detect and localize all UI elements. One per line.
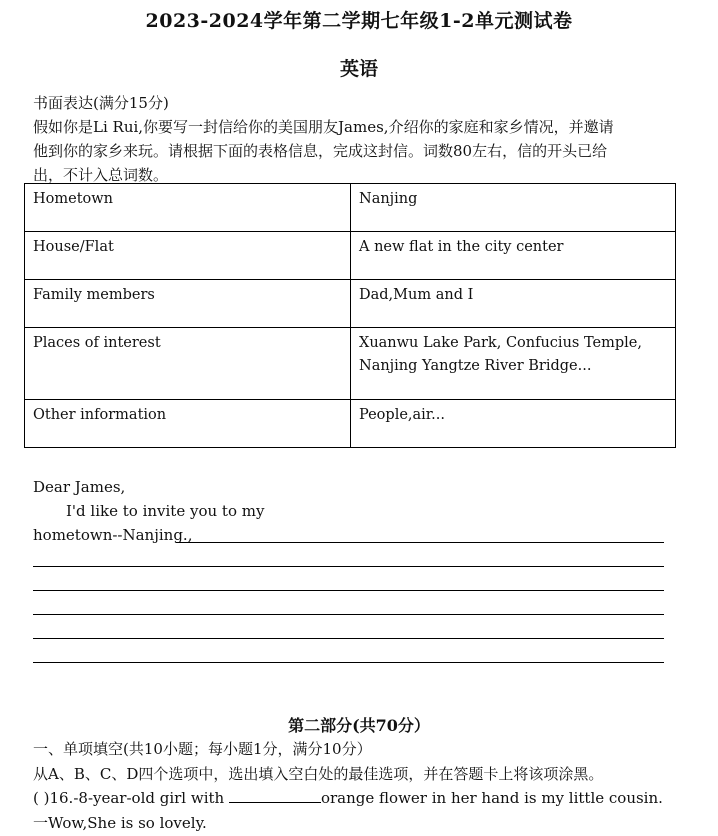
section-title: 一、单项填空(共10小题；每小题1分，满分10分）	[33, 740, 372, 758]
answer-line[interactable]	[33, 638, 664, 639]
letter-greeting: Dear James,	[33, 478, 126, 496]
writing-instruction	[33, 115, 683, 187]
answer-line[interactable]	[33, 566, 664, 567]
section-instruction: 从A、B、C、D四个选项中，选出填入空白处的最佳选项，并在答题卡上将该项涂黑。	[33, 765, 604, 783]
instruction-line: 出，不计入总词数。	[33, 166, 169, 184]
table-row	[25, 280, 676, 328]
table-label: Hometown	[25, 184, 351, 232]
table-value	[351, 328, 676, 400]
answer-line[interactable]	[176, 542, 664, 543]
table-row	[25, 400, 676, 448]
table-label: Family members	[25, 280, 351, 328]
question-16	[33, 788, 663, 807]
letter-line2: hometown--Nanjing.,	[33, 526, 193, 544]
exam-title: 2023-2024学年第二学期七年级1-2单元测试卷	[145, 10, 573, 32]
table-row	[25, 184, 676, 232]
table-label: Other information	[25, 400, 351, 448]
subject-title: 英语	[339, 58, 378, 80]
answer-line[interactable]	[33, 614, 664, 615]
instruction-line: 他到你的家乡来玩。请根据下面的表格信息，完成这封信。词数80左右，信的开头已给	[33, 142, 608, 160]
table-value-line: Nanjing Yangtze River Bridge...	[359, 358, 592, 374]
table-row	[25, 232, 676, 280]
question-text: orange flower in her hand is my little cousin.	[320, 789, 663, 807]
answer-blank[interactable]	[229, 788, 321, 803]
table-value: People,air...	[351, 400, 676, 448]
answer-line[interactable]	[33, 662, 664, 663]
info-table	[24, 183, 676, 448]
letter-opening: I'd like to invite you to my	[66, 502, 265, 520]
instruction-line: 假如你是Li Rui,你要写一封信给你的美国朋友James,介绍你的家庭和家乡情况，并邀请	[33, 118, 614, 136]
question-text: ( )16.-8-year-old girl with	[33, 789, 225, 807]
table-label: Places of interest	[25, 328, 351, 400]
table-value: Nanjing	[351, 184, 676, 232]
table-row	[25, 328, 676, 400]
table-value-line: Xuanwu Lake Park, Confucius Temple,	[359, 335, 642, 351]
table-value: A new flat in the city center	[351, 232, 676, 280]
answer-line[interactable]	[33, 590, 664, 591]
question-16-reply: 一Wow,She is so lovely.	[33, 814, 207, 832]
table-label: House/Flat	[25, 232, 351, 280]
writing-heading: 书面表达(满分15分)	[33, 94, 169, 112]
part2-heading: 第二部分(共70分）	[288, 716, 430, 735]
table-value: Dad,Mum and I	[351, 280, 676, 328]
